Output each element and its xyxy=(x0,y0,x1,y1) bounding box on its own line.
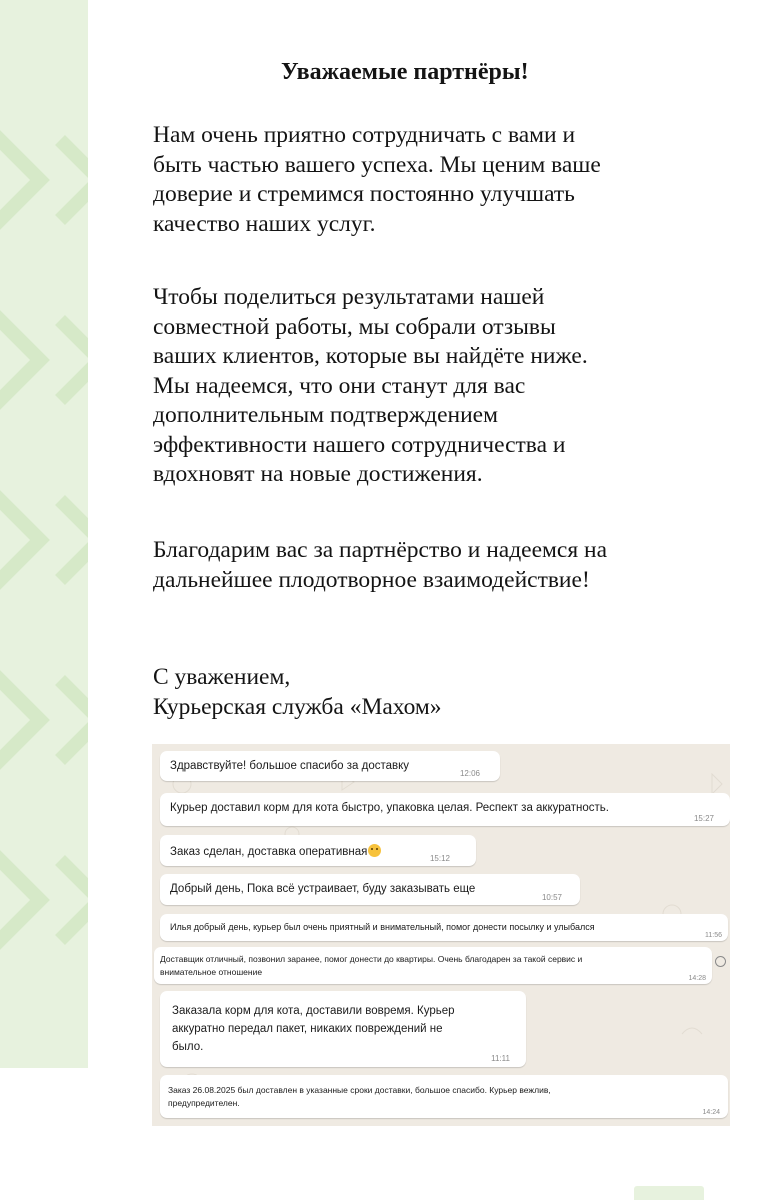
review-text-line: внимательное отношение xyxy=(160,967,263,977)
review-bubble xyxy=(160,835,476,866)
review-bubble xyxy=(160,1075,728,1118)
text-line: дополнительным подтверждением xyxy=(153,402,498,428)
review-bubble xyxy=(160,874,580,905)
review-text: Добрый день, Пока всё устраивает, буду заказывать еще xyxy=(170,883,476,895)
signature-company: Курьерская служба «Махом» xyxy=(153,693,442,720)
emoji-reaction-icon[interactable] xyxy=(715,956,726,967)
review-bubble xyxy=(160,751,500,781)
review-text-line: Заказала корм для кота, доставили вовремя. Курьер xyxy=(172,1005,455,1017)
review-time: 15:27 xyxy=(693,814,714,823)
review-time: 14:28 xyxy=(688,975,706,982)
review-text xyxy=(168,1084,551,1110)
text-line: Чтобы поделиться результатами нашей xyxy=(153,284,545,310)
review-bubble xyxy=(160,991,526,1067)
letter-paragraph-intro xyxy=(153,121,601,239)
letter-paragraph-thanks xyxy=(153,536,607,595)
signature-closing: С уважением, xyxy=(153,664,291,690)
review-text: Здравствуйте! большое спасибо за доставку xyxy=(170,760,410,772)
text-line: качество наших услуг. xyxy=(153,210,376,237)
review-time: 11:11 xyxy=(491,1054,510,1063)
review-bubble xyxy=(160,793,730,826)
text-line: Благодарим вас за партнёрство и надеемся на xyxy=(153,537,608,563)
review-text: Курьер доставил корм для кота быстро, упаковка целая. Респект за аккуратность. xyxy=(170,802,609,814)
text-line: ваших клиентов, которые вы найдёте ниже. xyxy=(153,343,588,369)
review-time: 15:12 xyxy=(429,854,450,863)
geometric-pattern-icon xyxy=(0,0,88,1068)
review-bubble xyxy=(160,914,728,941)
text-line: Нам очень приятно сотрудничать с вами и xyxy=(153,122,576,148)
review-time: 12:06 xyxy=(459,769,480,778)
review-text-line: предупредителен. xyxy=(168,1098,240,1108)
review-text-line: было. xyxy=(172,1041,204,1053)
reviews-chat-screenshot xyxy=(152,744,730,1126)
text-line: быть частью вашего успеха. Мы ценим ваше xyxy=(153,151,601,178)
text-line: вдохновят на новые достижения. xyxy=(153,461,483,487)
text-line: эффективности нашего сотрудничества и xyxy=(153,431,566,458)
review-text xyxy=(172,1002,455,1056)
review-text xyxy=(170,844,381,858)
letter-paragraph-reviews xyxy=(153,283,588,490)
text-line: совместной работы, мы собрали отзывы xyxy=(153,313,556,340)
decorative-side-band xyxy=(0,0,88,1068)
letter-title: Уважаемые партнёры! xyxy=(281,59,529,85)
review-text-line: аккуратно передал пакет, никаких повреждений не xyxy=(172,1023,443,1035)
text-line: доверие и стремимся постоянно улучшать xyxy=(153,181,575,207)
review-text-line: Доставщик отличный, позвонил заранее, помог донести до квартиры. Очень благодарен за такой сервис и xyxy=(160,954,583,964)
review-text-line: Заказ 26.08.2025 был доставлен в указанные сроки доставки, большое спасибо. Курьер вежлив, xyxy=(168,1085,551,1095)
text-line: дальнейшее плодотворное взаимодействие! xyxy=(153,566,590,593)
review-time: 10:57 xyxy=(541,893,562,902)
review-text-content: Заказ сделан, доставка оперативная xyxy=(170,846,368,858)
decorative-corner-tab xyxy=(634,1186,704,1200)
review-time: 11:56 xyxy=(705,932,722,939)
letter-signature xyxy=(153,663,442,722)
smiling-face-icon xyxy=(368,844,381,857)
review-text xyxy=(160,953,582,979)
review-bubble xyxy=(154,947,712,984)
review-text: Илья добрый день, курьер был очень приятный и внимательный, помог донести посылку и улыбался xyxy=(170,922,595,932)
review-time: 14:24 xyxy=(702,1109,720,1116)
text-line: Мы надеемся, что они станут для вас xyxy=(153,372,526,399)
